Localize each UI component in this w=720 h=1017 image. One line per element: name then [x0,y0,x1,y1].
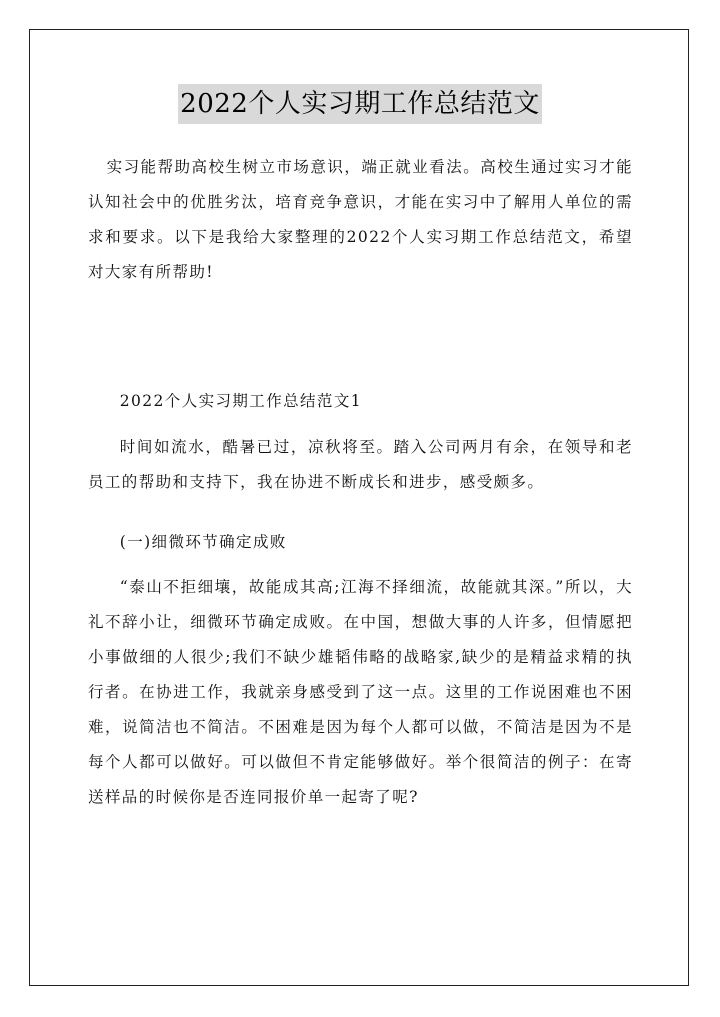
section-paragraph-2: “泰山不拒细壤，故能成其高;江海不择细流，故能就其深。”所以，大礼不辞小让，细微环节确定成败。在中国，想做大事的人许多，但情愿把小事做细的人很少;我们不缺少雄韬伟略的战略家,缺少的是精益求精的执行者。在协进工作，我就亲身感受到了这一点。这里的工作说困难也不困难，说简洁也不简洁。不困难是因为每个人都可以做，不简洁是因为不是每个人都可以做好。可以做但不肯定能够做好。举个很简洁的例子：在寄送样品的时候你是否连同报价单一起寄了呢? [88,578,633,806]
section-heading: 2022个人实习期工作总结范文1 [119,392,362,410]
subheading: (一)细微环节确定成败 [119,533,287,551]
title-container [0,84,720,124]
section-paragraph-1: 时间如流水，酷暑已过，凉秋将至。踏入公司两月有余，在领导和老员工的帮助和支持下，我在协进不断成长和进步，感受颇多。 [88,438,633,491]
document-title: 2022个人实习期工作总结范文 [178,84,542,124]
intro-paragraph: 实习能帮助高校生树立市场意识，端正就业看法。高校生通过实习才能认知社会中的优胜劣汰，培育竞争意识，才能在实习中了解用人单位的需求和要求。以下是我给大家整理的2022个人实习期工作总结范文，希望对大家有所帮助! [88,158,633,281]
